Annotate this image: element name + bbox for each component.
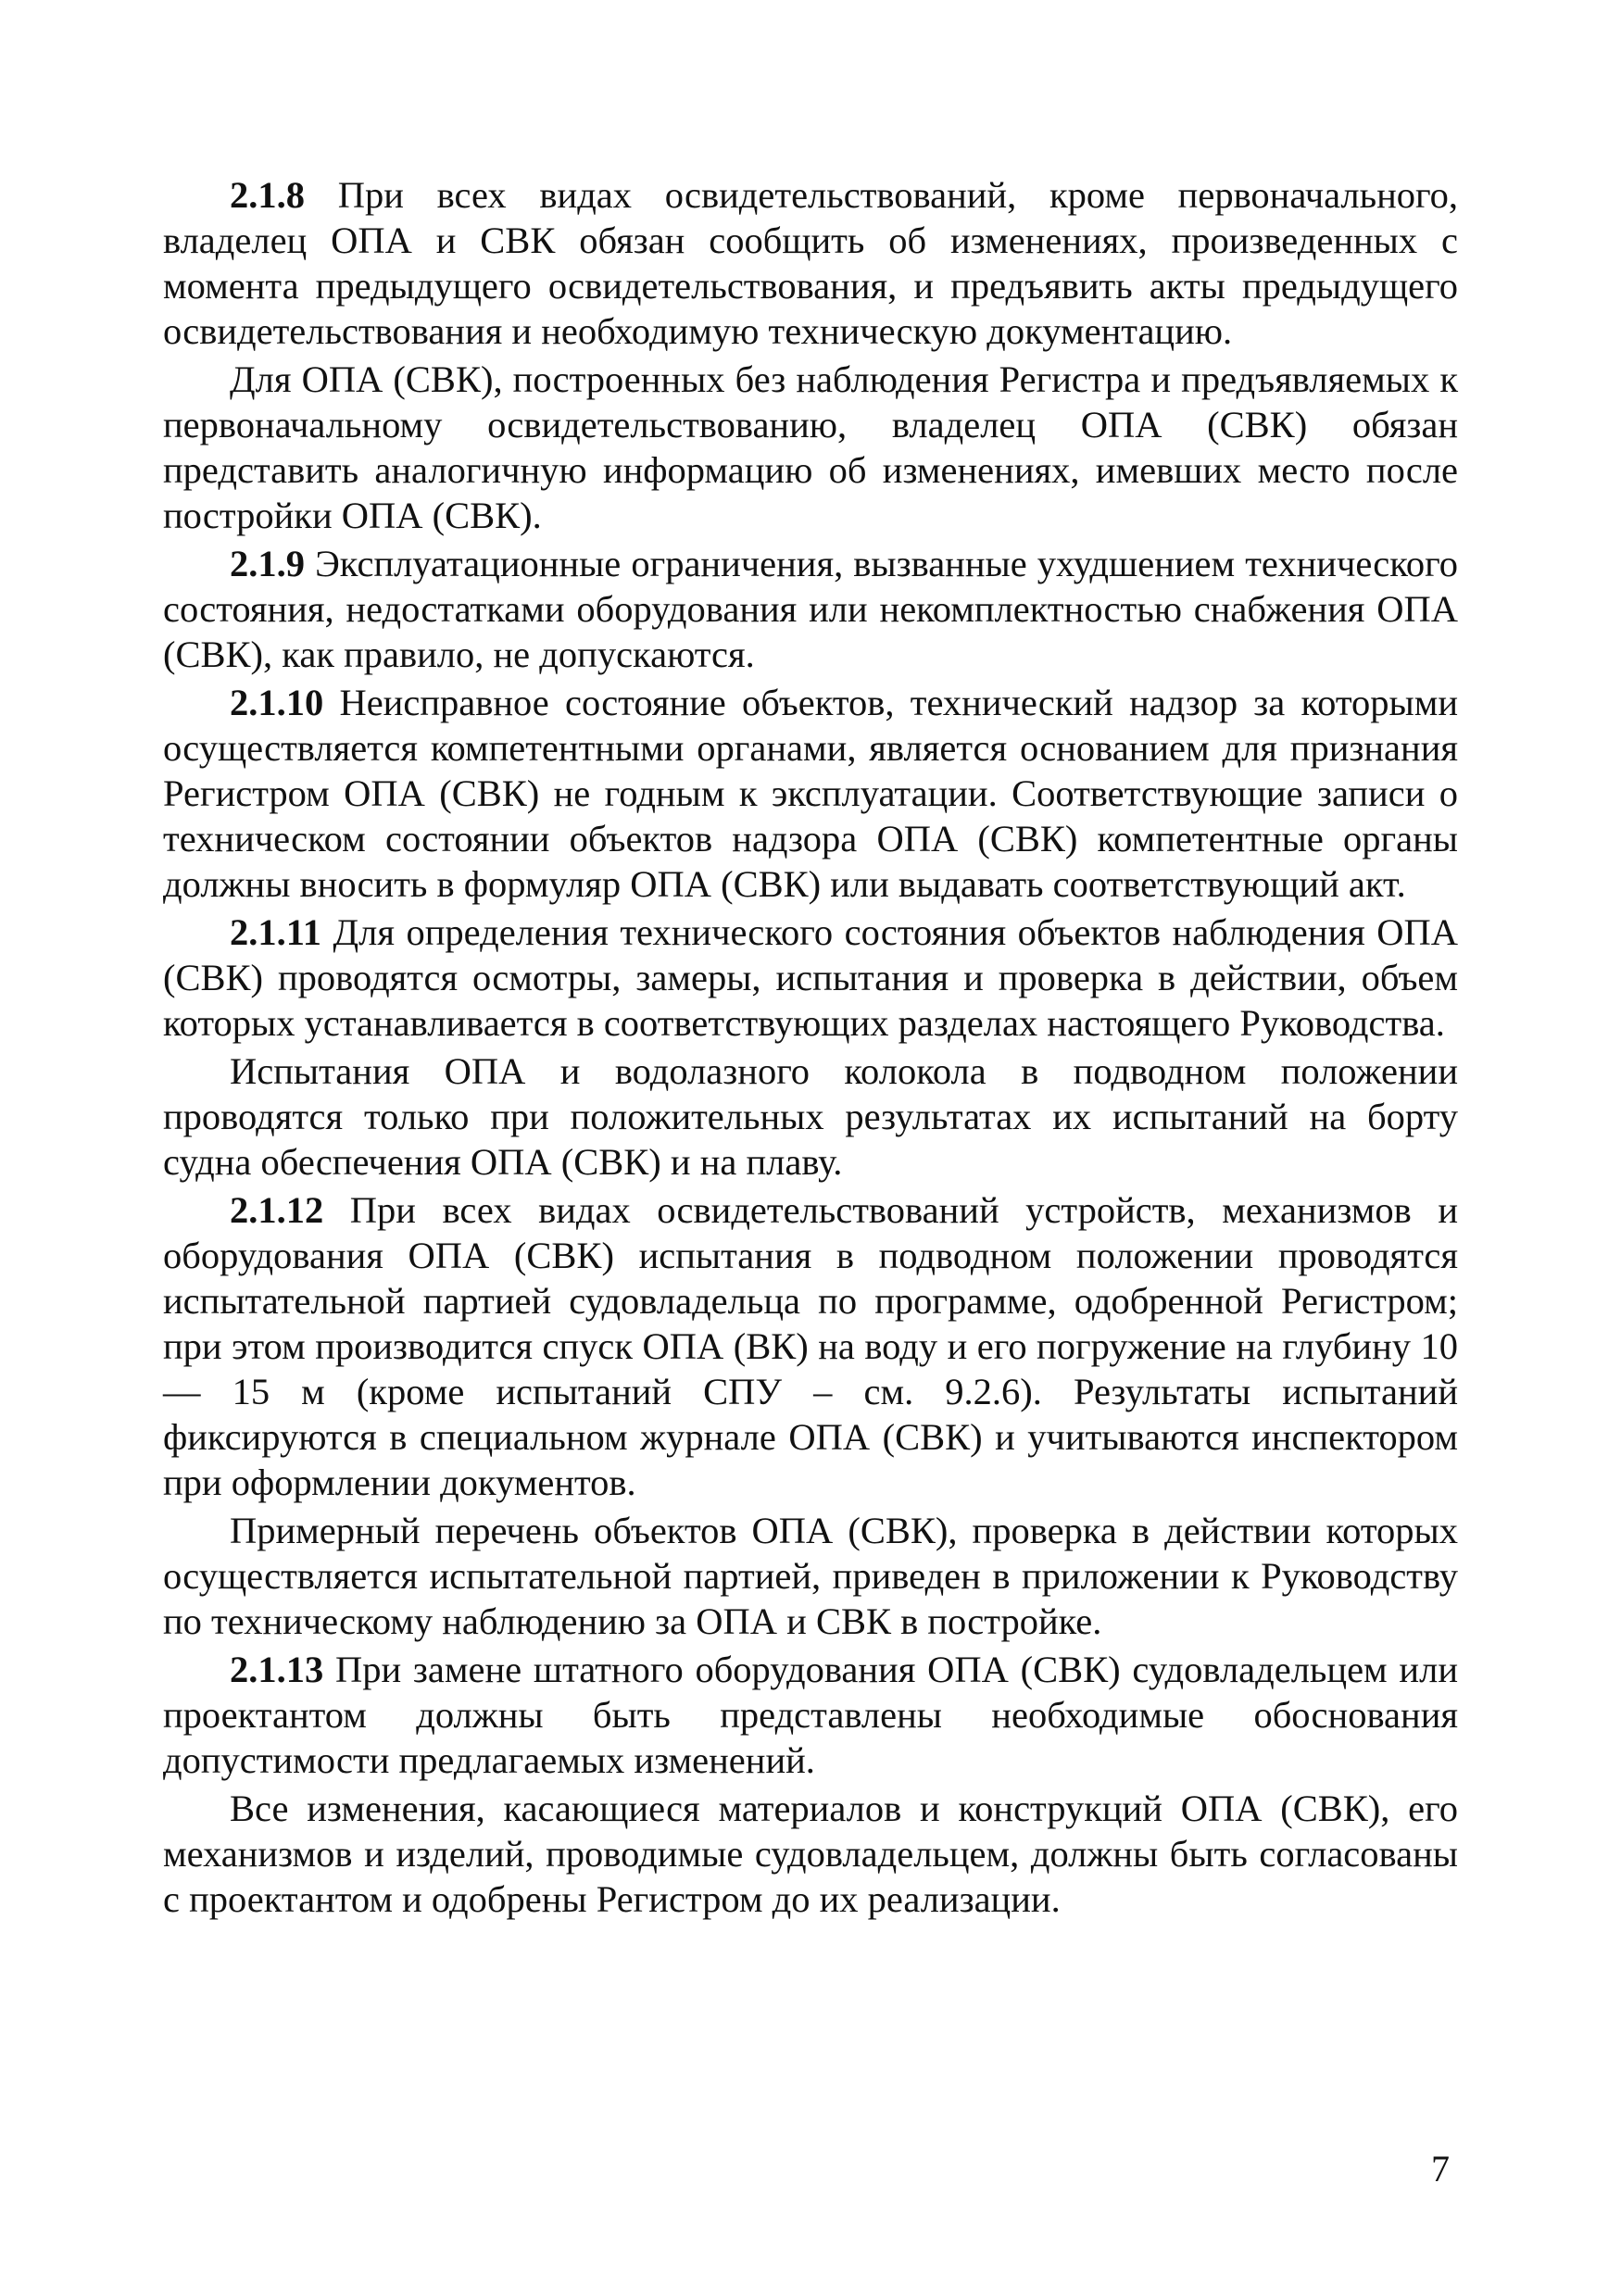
paragraph-2-1-8-continued <box>163 357 1458 538</box>
clause-number: 2.1.9 <box>230 543 305 584</box>
page-number: 7 <box>1431 2148 1450 2189</box>
clause-number: 2.1.13 <box>230 1649 324 1690</box>
document-body <box>163 172 1458 1925</box>
paragraph-text: При всех видах освидетельствований, кроме первоначального, владелец ОПА и СВК обязан сообщить об изменениях, произведенных с момента предыдущего освидетельствования, и предъявить акты предыдущего освидетельствования и необходимую техническую документацию. <box>163 174 1458 352</box>
paragraph-text: Испытания ОПА и водолазного колокола в подводном положении проводятся только при положительных результатах их испытаний на борту судна обеспечения ОПА (СВК) и на плаву. <box>163 1050 1458 1183</box>
paragraph-text: Для определения технического состояния объектов наблюдения ОПА (СВК) проводятся осмотры, замеры, испытания и проверка в действии, объем которых устанавливается в соответствующих разделах настоящего Руководства. <box>163 911 1458 1044</box>
paragraph-2-1-8 <box>163 172 1458 354</box>
clause-number: 2.1.10 <box>230 682 324 723</box>
paragraph-text: При всех видах освидетельствований устройств, механизмов и оборудования ОПА (СВК) испытания в подводном положении проводятся испытательной партией судовладельца по программе, одобренной Регистром; при этом производится спуск ОПА (ВК) на воду и его погружение на глубину 10 — 15 м (кроме испытаний СПУ – см. 9.2.6). Результаты испытаний фиксируются в специальном журнале ОПА (СВК) и учитываются инспектором при оформлении документов. <box>163 1189 1458 1503</box>
clause-number: 2.1.12 <box>230 1189 324 1231</box>
paragraph-text: Примерный перечень объектов ОПА (СВК), проверка в действии которых осуществляется испытательной партией, приведен в приложении к Руководству по техническому наблюдению за ОПА и СВК в постройке. <box>163 1510 1458 1642</box>
clause-number: 2.1.11 <box>230 911 322 953</box>
paragraph-2-1-13 <box>163 1647 1458 1783</box>
paragraph-text: При замене штатного оборудования ОПА (СВК) судовладельцем или проектантом должны быть представлены необходимые обоснования допустимости предлагаемых изменений. <box>163 1649 1458 1781</box>
paragraph-2-1-10 <box>163 680 1458 907</box>
clause-number: 2.1.8 <box>230 174 305 216</box>
paragraph-2-1-11-continued <box>163 1048 1458 1185</box>
paragraph-2-1-11 <box>163 910 1458 1046</box>
paragraph-text: Эксплуатационные ограничения, вызванные ухудшением технического состояния, недостатками оборудования или некомплектностью снабжения ОПА (СВК), как правило, не допускаются. <box>163 543 1458 675</box>
paragraph-2-1-13-continued <box>163 1786 1458 1922</box>
paragraph-text: Неисправное состояние объектов, технический надзор за которыми осуществляется компетентными органами, является основанием для признания Регистром ОПА (СВК) не годным к эксплуатации. Соответствующие записи о техническом состоянии объектов надзора ОПА (СВК) компетентные органы должны вносить в формуляр ОПА (СВК) или выдавать соответствующий акт. <box>163 682 1458 905</box>
paragraph-2-1-9 <box>163 541 1458 677</box>
paragraph-2-1-12 <box>163 1187 1458 1505</box>
paragraph-2-1-12-continued <box>163 1508 1458 1644</box>
paragraph-text: Все изменения, касающиеся материалов и конструкций ОПА (СВК), его механизмов и изделий, проводимые судовладельцем, должны быть согласованы с проектантом и одобрены Регистром до их реализации. <box>163 1788 1458 1920</box>
paragraph-text: Для ОПА (СВК), построенных без наблюдения Регистра и предъявляемых к первоначальному освидетельствованию, владелец ОПА (СВК) обязан представить аналогичную информацию об изменениях, имевших место после постройки ОПА (СВК). <box>163 358 1458 536</box>
